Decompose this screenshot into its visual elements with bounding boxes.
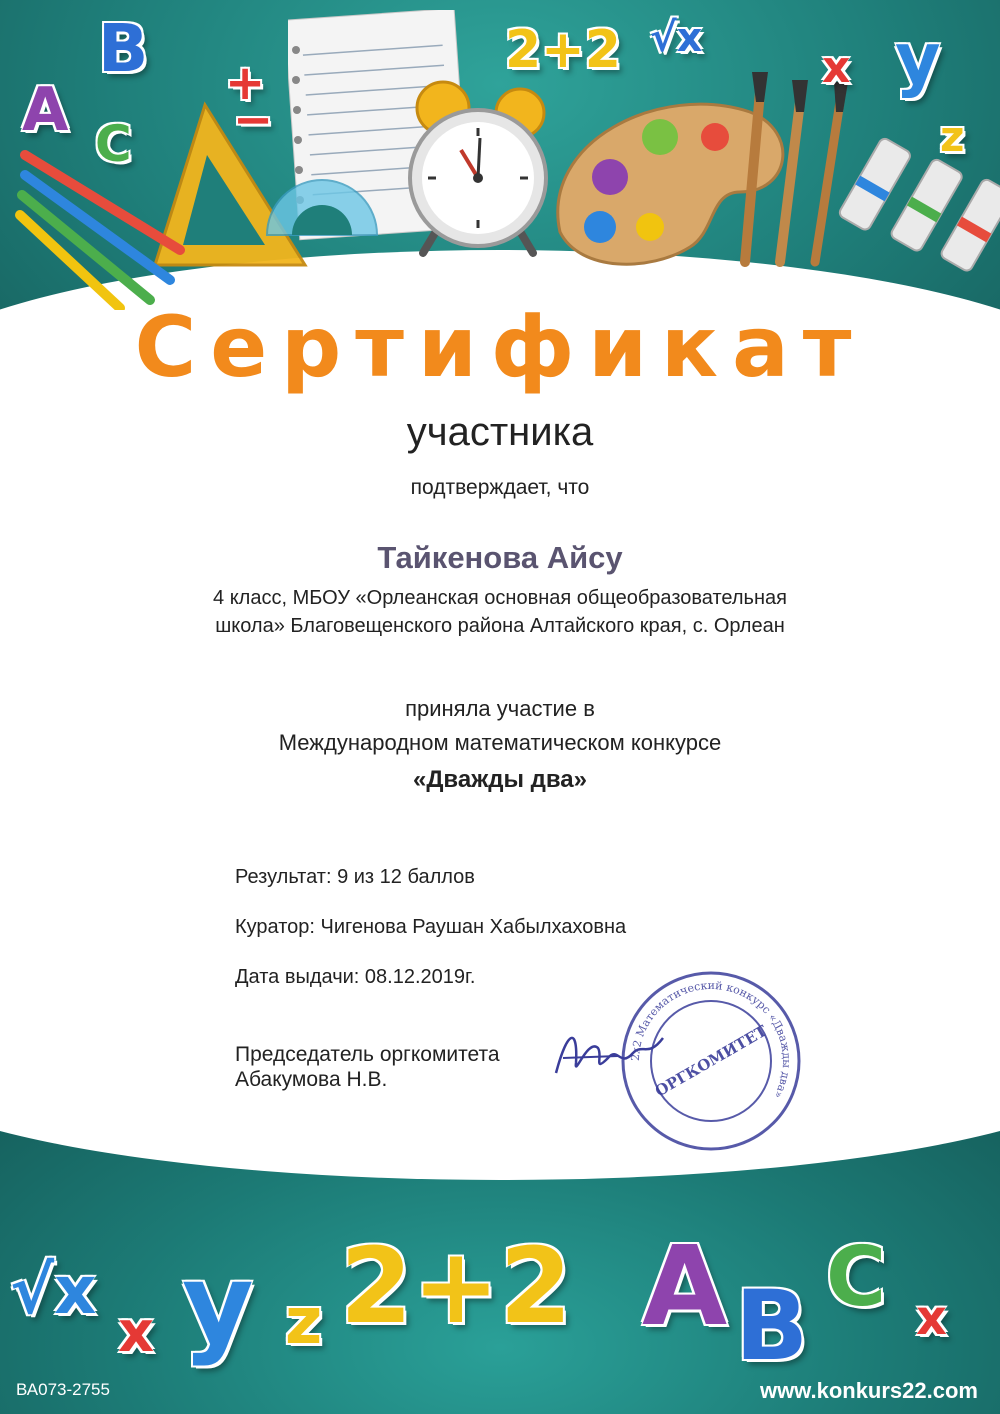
- decor-letter-y-bottom: y: [182, 1240, 254, 1368]
- participation-text: приняла участие в: [405, 696, 595, 721]
- decor-letter-x-bottom-right: x: [916, 1290, 947, 1346]
- chairman-block: [235, 1042, 500, 1092]
- certificate-subtitle: участника: [406, 410, 594, 454]
- contest-name: «Дважды два»: [412, 766, 587, 793]
- participant-name: Тайкенова Айсу: [377, 540, 623, 575]
- decor-letter-b-top: B: [98, 10, 149, 87]
- school-info-line-2: школа» Благовещенского района Алтайского края, с. Орлеан: [215, 615, 785, 637]
- decor-letter-y-top: y: [895, 18, 941, 100]
- alarm-clock-icon: [398, 78, 558, 258]
- svg-text:2х2 Математический конкурс «Дв: [629, 979, 793, 1101]
- certificate-title: Сертификат: [134, 298, 866, 396]
- confirmation-text: подтверждает, что: [410, 476, 590, 499]
- decor-letter-a-bottom: A: [642, 1222, 728, 1350]
- decor-letter-x-top: x: [822, 42, 851, 93]
- decor-minus-top: −: [233, 92, 274, 148]
- decor-sqrt-x-bottom: √x: [10, 1252, 97, 1329]
- decor-sqrt-x-top: √x: [650, 15, 703, 61]
- decor-letter-x-bottom: x: [118, 1300, 155, 1365]
- decor-letter-z-bottom: z: [285, 1285, 323, 1359]
- paint-tubes-icon: [835, 130, 1000, 290]
- decor-letter-z-top: z: [940, 112, 965, 161]
- chairman-name: Абакумова Н.В.: [235, 1068, 388, 1091]
- school-info: [150, 584, 850, 640]
- white-panel-bottom: [0, 980, 1000, 1180]
- organizing-committee-stamp: [618, 968, 804, 1154]
- certificate-code: ВА073-2755: [16, 1380, 110, 1399]
- decor-two-plus-two-top: 2+2: [505, 20, 621, 80]
- decor-letter-c-top: C: [95, 115, 132, 173]
- issue-date-field: Дата выдачи: 08.12.2019г.: [235, 966, 476, 988]
- contest-type: Международном математическом конкурсе: [278, 730, 722, 755]
- decor-letter-a-top: A: [22, 75, 69, 145]
- stamp-center-text: ОРГКОМИТЕТ: [651, 1021, 771, 1101]
- decor-letter-b-bottom: B: [735, 1270, 809, 1382]
- decor-plus-top: +: [225, 55, 266, 111]
- result-field: Результат: 9 из 12 баллов: [235, 866, 475, 888]
- protractor-icon: [262, 160, 382, 240]
- curator-field: Куратор: Чигенова Раушан Хабылхаховна: [235, 916, 627, 938]
- chairman-title: Председатель оргкомитета: [235, 1043, 500, 1066]
- website-link[interactable]: www.konkurs22.com: [759, 1378, 978, 1403]
- school-info-line-1: 4 класс, МБОУ «Орлеанская основная общеобразовательная: [213, 587, 787, 609]
- decor-letter-c-bottom: C: [826, 1230, 887, 1325]
- decor-two-plus-two-bottom: 2+2: [340, 1225, 572, 1347]
- stamp-ring-text: 2х2 Математический конкурс «Дважды два»: [628, 978, 794, 1101]
